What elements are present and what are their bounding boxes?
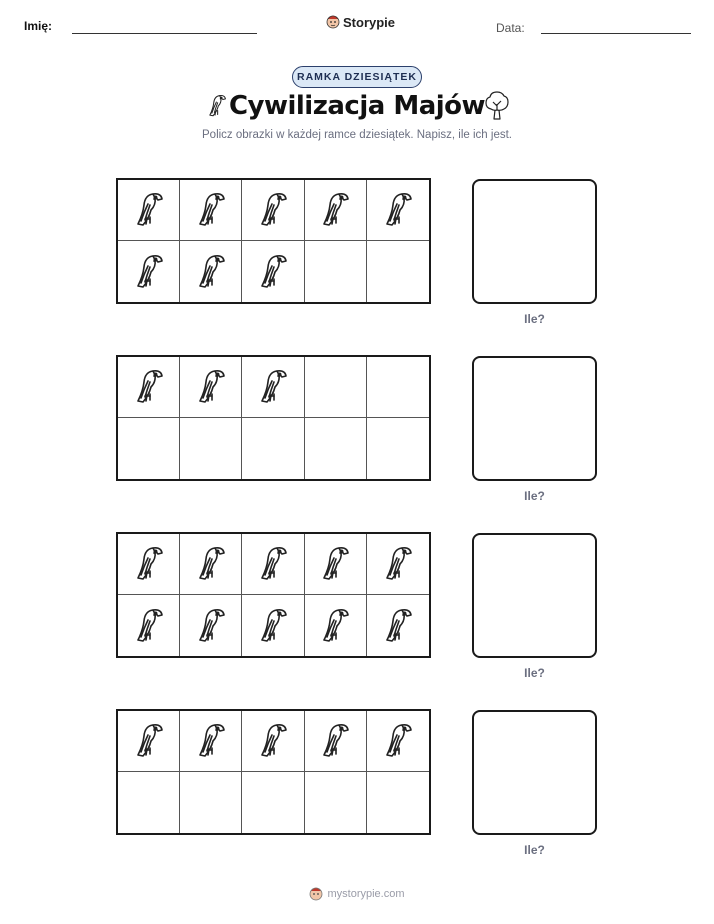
ten-frame-2 <box>116 355 431 481</box>
ten-frame-cell <box>242 180 304 241</box>
ten-frame-cell <box>305 772 367 833</box>
brand-name: Storypie <box>343 14 396 30</box>
ten-frame-cell <box>118 534 180 595</box>
parrot-icon <box>315 604 355 648</box>
ten-frame-cell <box>367 595 429 656</box>
ten-frame-cell <box>367 241 429 302</box>
ten-frame-3 <box>116 532 431 658</box>
answer-box-2[interactable] <box>472 356 597 481</box>
parrot-icon <box>315 542 355 586</box>
ten-frame-cell <box>180 180 242 241</box>
brand-logo <box>326 14 395 30</box>
ten-frame-cell <box>180 357 242 418</box>
ten-frame-cell <box>367 772 429 833</box>
parrot-icon <box>129 250 169 294</box>
parrot-icon <box>191 250 231 294</box>
parrot-icon <box>191 542 231 586</box>
ten-frame-cell <box>242 595 304 656</box>
name-label: Imię: <box>24 19 53 33</box>
ten-frame-cell <box>305 534 367 595</box>
ten-frame-cell <box>242 357 304 418</box>
ten-frame-cell <box>118 772 180 833</box>
parrot-icon <box>378 188 418 232</box>
date-line[interactable] <box>541 33 691 34</box>
ten-frame-cell <box>305 711 367 772</box>
parrot-icon <box>191 604 231 648</box>
footer <box>0 886 714 902</box>
parrot-icon <box>253 604 293 648</box>
ten-frame-cell <box>118 180 180 241</box>
ten-frame-cell <box>180 534 242 595</box>
ten-frame-cell <box>305 357 367 418</box>
parrot-icon <box>129 188 169 232</box>
parrot-icon <box>378 719 418 763</box>
ten-frame-cell <box>118 711 180 772</box>
answer-label-4: Ile? <box>524 843 545 857</box>
parrot-icon <box>253 365 293 409</box>
date-label: Data: <box>496 21 525 35</box>
parrot-icon <box>129 719 169 763</box>
parrot-icon <box>253 542 293 586</box>
ten-frame-cell <box>180 241 242 302</box>
parrot-icon <box>253 250 293 294</box>
ten-frame-cell <box>305 595 367 656</box>
answer-label-1: Ile? <box>524 312 545 326</box>
ten-frame-cell <box>180 418 242 479</box>
ten-frame-cell <box>118 357 180 418</box>
instructions: Policz obrazki w każdej ramce dziesiątek. Napisz, ile ich jest. <box>202 129 512 141</box>
parrot-icon <box>253 188 293 232</box>
ten-frame-1 <box>116 178 431 304</box>
answer-box-1[interactable] <box>472 179 597 304</box>
ten-frame-cell <box>180 772 242 833</box>
storypie-mascot-icon <box>326 14 340 30</box>
worksheet-type-badge: RAMKA DZIESIĄTEK <box>292 66 422 88</box>
name-line[interactable] <box>72 33 257 34</box>
ten-frame-cell <box>118 241 180 302</box>
ten-frame-cell <box>118 595 180 656</box>
parrot-icon <box>315 719 355 763</box>
ten-frame-cell <box>242 534 304 595</box>
ten-frame-cell <box>118 418 180 479</box>
answer-box-4[interactable] <box>472 710 597 835</box>
page-title: Cywilizacja Majów <box>228 91 486 121</box>
ten-frame-cell <box>180 711 242 772</box>
answer-label-3: Ile? <box>524 666 545 680</box>
ten-frame-4 <box>116 709 431 835</box>
ten-frame-cell <box>242 772 304 833</box>
ten-frame-cell <box>180 595 242 656</box>
parrot-icon <box>204 90 230 122</box>
footer-url: mystorypie.com <box>327 888 405 900</box>
parrot-icon <box>315 188 355 232</box>
ten-frame-cell <box>305 241 367 302</box>
ten-frame-cell <box>242 711 304 772</box>
parrot-icon <box>253 719 293 763</box>
parrot-icon <box>191 188 231 232</box>
ten-frame-cell <box>367 711 429 772</box>
ten-frame-cell <box>367 534 429 595</box>
answer-label-2: Ile? <box>524 489 545 503</box>
ten-frame-cell <box>367 180 429 241</box>
parrot-icon <box>129 604 169 648</box>
ten-frame-cell <box>367 418 429 479</box>
ten-frame-cell <box>242 241 304 302</box>
parrot-icon <box>129 365 169 409</box>
ten-frame-cell <box>367 357 429 418</box>
ten-frame-cell <box>242 418 304 479</box>
tree-icon <box>483 89 511 121</box>
ten-frame-cell <box>305 418 367 479</box>
parrot-icon <box>191 719 231 763</box>
answer-box-3[interactable] <box>472 533 597 658</box>
parrot-icon <box>378 604 418 648</box>
parrot-icon <box>129 542 169 586</box>
parrot-icon <box>378 542 418 586</box>
ten-frame-cell <box>305 180 367 241</box>
storypie-mascot-icon <box>309 886 323 902</box>
parrot-icon <box>191 365 231 409</box>
